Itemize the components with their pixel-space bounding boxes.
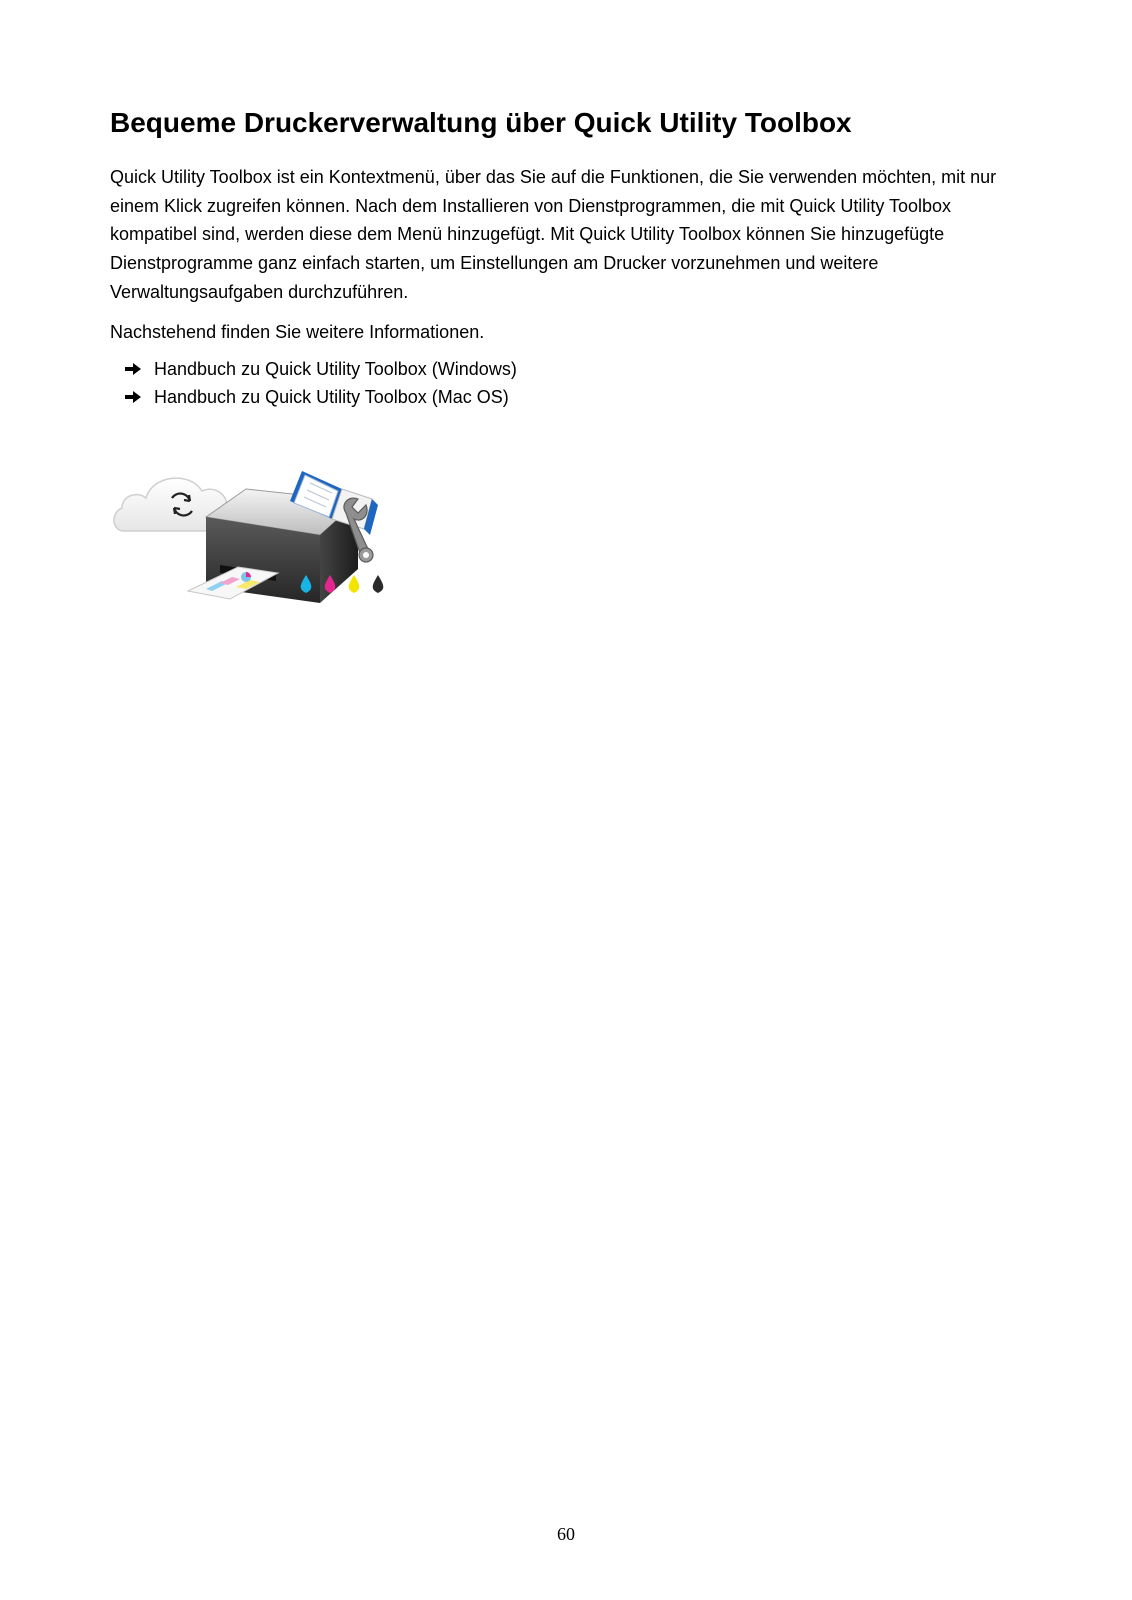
intro-paragraph: Quick Utility Toolbox ist ein Kontextmenü, über das Sie auf die Funktionen, die Sie verwenden möchten, mit nur einem Klick zugreifen können. Nach dem Installieren von Dienstprogrammen, die mit Quick Utility Toolbox kompatibel sind, werden diese dem Menü hinzugefügt. Mit Quick Utility Toolbox können Sie hinzugefügte Dienstprogramme ganz einfach starten, um Einstellungen am Drucker vorzunehmen und weitere Verwaltungsaufgaben durchzuführen. <box>110 167 997 302</box>
arrow-right-icon <box>124 390 142 404</box>
link-manual-windows[interactable] <box>124 355 517 383</box>
arrow-right-icon <box>124 362 142 376</box>
link-label[interactable]: Handbuch zu Quick Utility Toolbox (Mac OS) <box>154 386 509 407</box>
link-manual-mac[interactable] <box>124 383 517 411</box>
printer-management-illustration <box>110 465 400 620</box>
more-info-text: Nachstehend finden Sie weitere Informationen. <box>110 322 485 342</box>
page-title: Bequeme Druckerverwaltung über Quick Utility Toolbox <box>110 107 852 138</box>
link-label[interactable]: Handbuch zu Quick Utility Toolbox (Windows) <box>154 358 517 379</box>
page-number: 60 <box>557 1524 575 1544</box>
link-list <box>124 355 517 411</box>
